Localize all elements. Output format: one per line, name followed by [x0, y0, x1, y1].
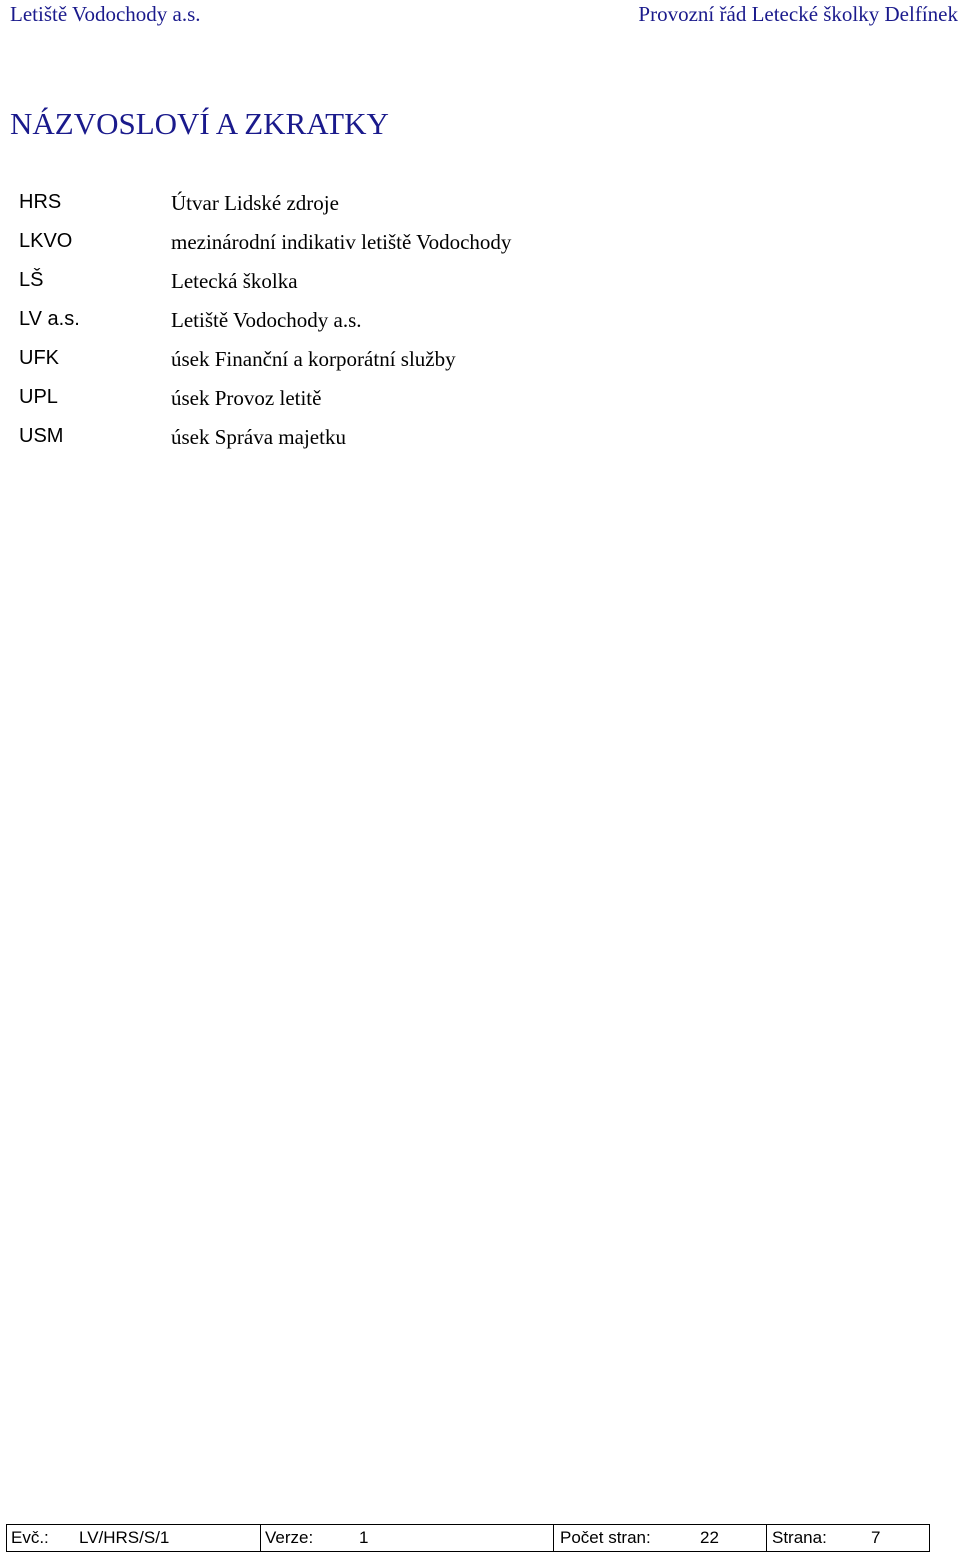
abbreviation-row	[0, 264, 700, 303]
abbreviation-row	[0, 303, 700, 342]
abbreviation-code: LŠ	[19, 269, 44, 291]
abbreviation-code: UPL	[19, 386, 58, 408]
abbreviation-description: Útvar Lidské zdroje	[171, 191, 339, 215]
abbreviation-row	[0, 420, 700, 459]
footer-divider	[553, 1525, 554, 1551]
footer-strana-label: Strana:	[772, 1528, 827, 1547]
abbreviation-description: Letiště Vodochody a.s.	[171, 308, 362, 332]
abbreviation-code: LV a.s.	[19, 308, 80, 330]
footer-strana-value: 7	[871, 1528, 881, 1547]
section-heading: NÁZVOSLOVÍ A ZKRATKY	[10, 106, 389, 141]
footer-divider	[260, 1525, 261, 1551]
header-document-title: Provozní řád Letecké školky Delfínek	[638, 2, 958, 26]
abbreviation-description: úsek Správa majetku	[171, 425, 346, 449]
abbreviation-code: USM	[19, 425, 64, 447]
document-footer-table	[6, 1524, 930, 1552]
footer-evc-label: Evč.:	[11, 1528, 49, 1547]
footer-verze-value: 1	[359, 1528, 369, 1547]
abbreviation-description: úsek Finanční a korporátní služby	[171, 347, 456, 371]
abbreviation-description: Letecká školka	[171, 269, 298, 293]
abbreviation-list	[0, 186, 700, 459]
abbreviation-description: mezinárodní indikativ letiště Vodochody	[171, 230, 512, 254]
abbreviation-row	[0, 186, 700, 225]
footer-pocet-label: Počet stran:	[560, 1528, 651, 1547]
abbreviation-code: UFK	[19, 347, 59, 369]
abbreviation-row	[0, 381, 700, 420]
abbreviation-row	[0, 342, 700, 381]
footer-pocet-value: 22	[700, 1528, 719, 1547]
abbreviation-row	[0, 225, 700, 264]
footer-verze-label: Verze:	[265, 1528, 314, 1547]
abbreviation-description: úsek Provoz letitě	[171, 386, 322, 410]
abbreviation-code: HRS	[19, 191, 62, 213]
footer-divider	[766, 1525, 767, 1551]
footer-evc-value: LV/HRS/S/1	[79, 1528, 170, 1547]
header-company-name: Letiště Vodochody a.s.	[10, 2, 201, 26]
abbreviation-code: LKVO	[19, 230, 73, 252]
